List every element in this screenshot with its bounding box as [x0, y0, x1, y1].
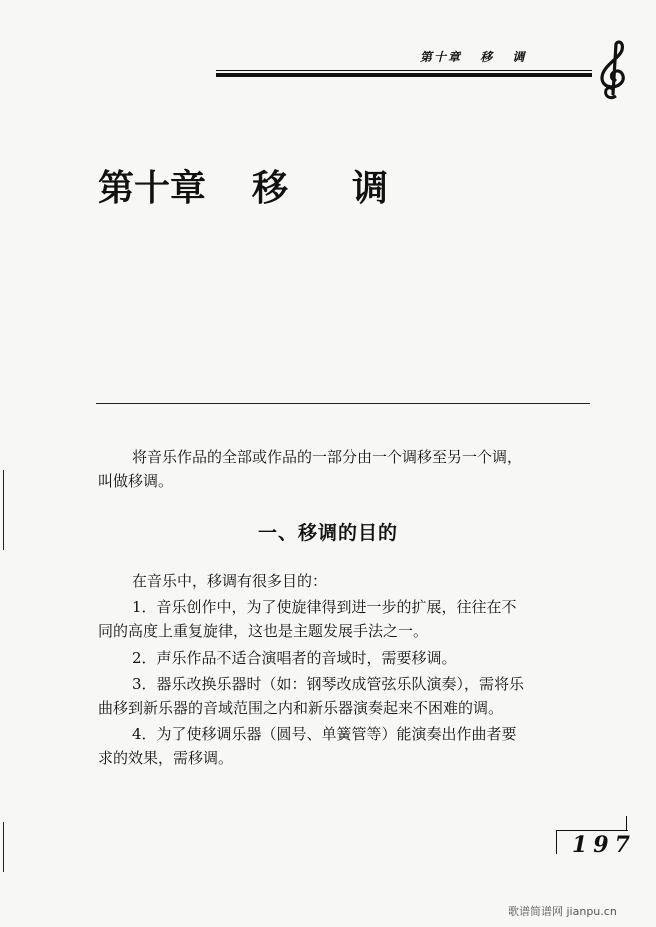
list-item-4-line-2: 求的效果，需移调。 [98, 749, 234, 767]
margin-mark-1 [3, 470, 4, 550]
page-number-frame-top [556, 830, 628, 831]
chapter-title-word-2: 调 [352, 167, 389, 209]
section-heading: 一、移调的目的 [258, 522, 399, 544]
running-header [420, 48, 538, 65]
page-number: 197 [572, 832, 636, 858]
intro-line-1: 将音乐作品的全部或作品的一部分由一个调移至另一个调， [132, 448, 523, 466]
chapter-title-word-1: 移 [252, 167, 289, 209]
treble-clef-icon [594, 38, 634, 102]
list-item-2-line-1: 2．声乐作品不适合演唱者的音域时，需要移调。 [132, 649, 457, 667]
running-header-title-char-2: 调 [512, 50, 527, 64]
list-item-4-line-1: 4．为了使移调乐器（圆号、单簧管等）能演奏出作曲者要 [132, 725, 517, 743]
section-lead: 在音乐中，移调有很多目的： [132, 572, 328, 590]
intro-line-2: 叫做移调。 [98, 472, 174, 490]
margin-mark-2 [3, 822, 4, 872]
watermark: 歌谱简谱网 jianpu.cn [508, 905, 617, 918]
list-item-1-line-1: 1．音乐创作中，为了使旋律得到进一步的扩展，往往在不 [132, 598, 517, 616]
chapter-title-number: 第十章 [98, 167, 207, 209]
list-item-3-line-2: 曲移到新乐器的音域范围之内和新乐器演奏起来不困难的调。 [98, 699, 504, 717]
running-header-chapter: 第十章 [420, 50, 463, 64]
page-number-frame-right [626, 816, 627, 830]
page-number-frame-left [556, 830, 557, 854]
list-item-1-line-2: 同的高度上重复旋律，这也是主题发展手法之一。 [98, 622, 429, 640]
list-item-3-line-1: 3．器乐改换乐器时（如：钢琴改成管弦乐队演奏），需将乐 [132, 675, 525, 693]
header-rule-thin [216, 70, 592, 71]
chapter-title [98, 160, 388, 211]
chapter-rule [96, 403, 590, 404]
running-header-title-char-1: 移 [480, 50, 495, 64]
header-rule-thick [216, 73, 592, 77]
